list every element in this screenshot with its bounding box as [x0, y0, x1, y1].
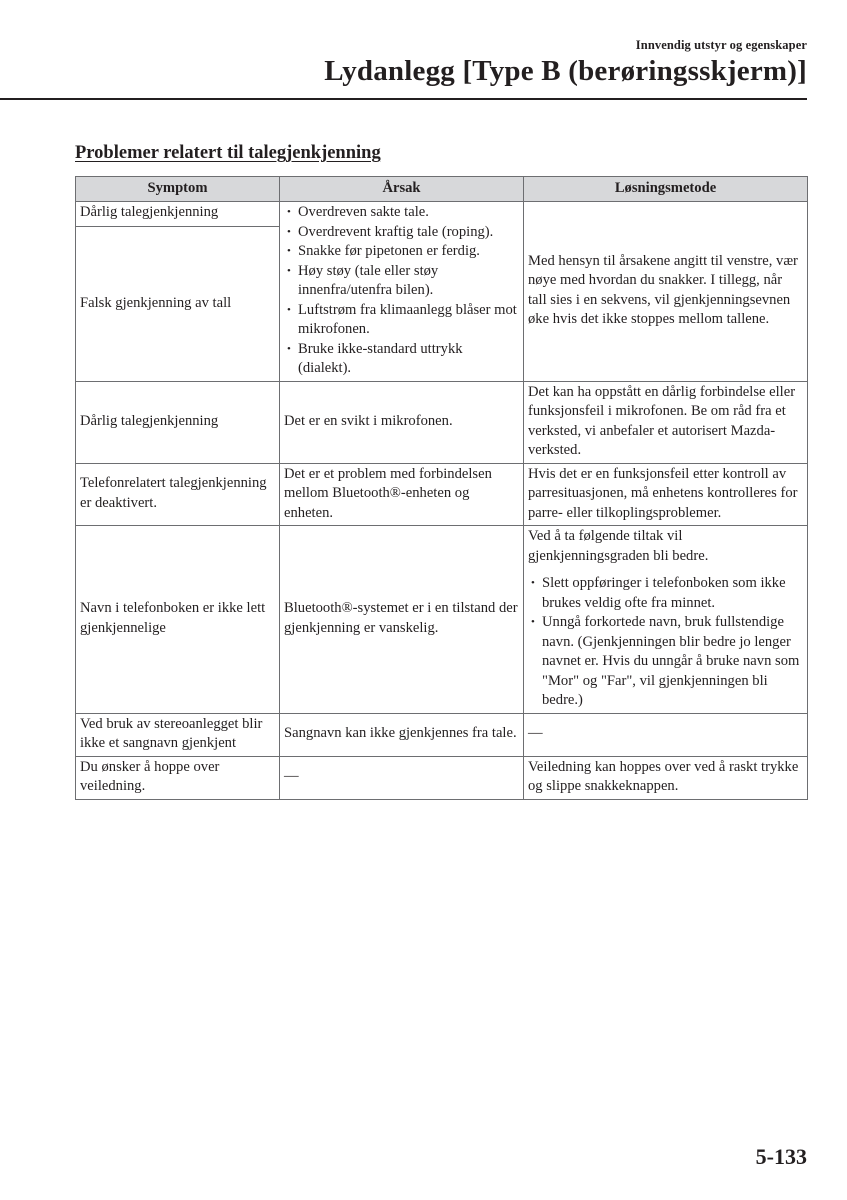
table-row: [76, 463, 808, 526]
solution-intro: Ved å ta følgende tiltak vil gjenkjenningsgraden bli bedre.: [528, 528, 709, 564]
cause-cell: —: [280, 756, 524, 799]
list-item: • Slett oppføringer i telefonboken som ikke brukes veldig ofte fra minnet.: [528, 574, 803, 613]
solution-cell: Veiledning kan hoppes over ved å raskt trykke og slippe snakkeknappen.: [524, 756, 808, 799]
header-divider: [0, 98, 807, 100]
list-item: • Overdrevent kraftig tale (roping).: [284, 223, 519, 243]
solution-cell: Med hensyn til årsakene angitt til venstre, vær nøye med hvordan du snakker. I tillegg, når tall sies i en sekvens, vil gjenkjenningsevnen øke hvis det ikke stoppes mellom tallene.: [524, 202, 808, 382]
table-row: [76, 526, 808, 714]
table-header-row: [76, 177, 808, 202]
list-item: • Bruke ikke-standard uttrykk (dialekt).: [284, 340, 519, 379]
symptom-cell: Dårlig talegjenkjenning: [76, 202, 280, 227]
table-row: [76, 713, 808, 756]
cause-list: [284, 203, 519, 379]
page-title: Lydanlegg [Type B (berøringsskjerm)]: [324, 55, 807, 87]
list-item: • Overdreven sakte tale.: [284, 203, 519, 223]
symptom-cell: Du ønsker å hoppe over veiledning.: [76, 756, 280, 799]
page-number: 5-133: [755, 1144, 807, 1169]
header-solution: Løsningsmetode: [524, 177, 808, 202]
symptom-cell: Dårlig talegjenkjenning: [76, 381, 280, 463]
solution-cell: Hvis det er en funksjonsfeil etter kontroll av parresituasjonen, må enhetens kontrolleres for parre- eller tilkoplingsproblemer.: [524, 463, 808, 526]
solution-cell: [524, 526, 808, 714]
cause-cell: [280, 202, 524, 382]
header-symptom: Symptom: [76, 177, 280, 202]
list-item: • Luftstrøm fra klimaanlegg blåser mot mikrofonen.: [284, 301, 519, 340]
table-row: [76, 756, 808, 799]
section-heading: Problemer relatert til talegjenkjenning: [75, 143, 381, 163]
solution-list: [528, 574, 803, 711]
symptom-cell: Navn i telefonboken er ikke lett gjenkjennelige: [76, 526, 280, 714]
table-row: [76, 381, 808, 463]
symptom-cell: Ved bruk av stereoanlegget blir ikke et sangnavn gjenkjent: [76, 713, 280, 756]
troubleshooting-table: [75, 176, 808, 800]
symptom-cell: Telefonrelatert talegjenkjenning er deaktivert.: [76, 463, 280, 526]
solution-cell: —: [524, 713, 808, 756]
header-cause: Årsak: [280, 177, 524, 202]
list-item: • Høy støy (tale eller støy innenfra/utenfra bilen).: [284, 262, 519, 301]
cause-cell: Det er et problem med forbindelsen mellom Bluetooth®-enheten og enheten.: [280, 463, 524, 526]
cause-cell: Det er en svikt i mikrofonen.: [280, 381, 524, 463]
list-item: • Snakke før pipetonen er ferdig.: [284, 242, 519, 262]
table-row: [76, 202, 808, 227]
cause-cell: Sangnavn kan ikke gjenkjennes fra tale.: [280, 713, 524, 756]
cause-cell: Bluetooth®-systemet er i en tilstand der gjenkjenning er vanskelig.: [280, 526, 524, 714]
solution-cell: Det kan ha oppstått en dårlig forbindelse eller funksjonsfeil i mikrofonen. Be om råd fra et verksted, vi anbefaler et autorisert Mazda-verksted.: [524, 381, 808, 463]
symptom-cell: Falsk gjenkjenning av tall: [76, 227, 280, 382]
list-item: • Unngå forkortede navn, bruk fullstendige navn. (Gjenkjenningen blir bedre jo lenger navnet er. Hvis du unngår å bruke navn som "Mor" og "Far", vil gjenkjenningen bli bedre.): [528, 613, 803, 711]
chapter-label: Innvendig utstyr og egenskaper: [635, 38, 807, 52]
